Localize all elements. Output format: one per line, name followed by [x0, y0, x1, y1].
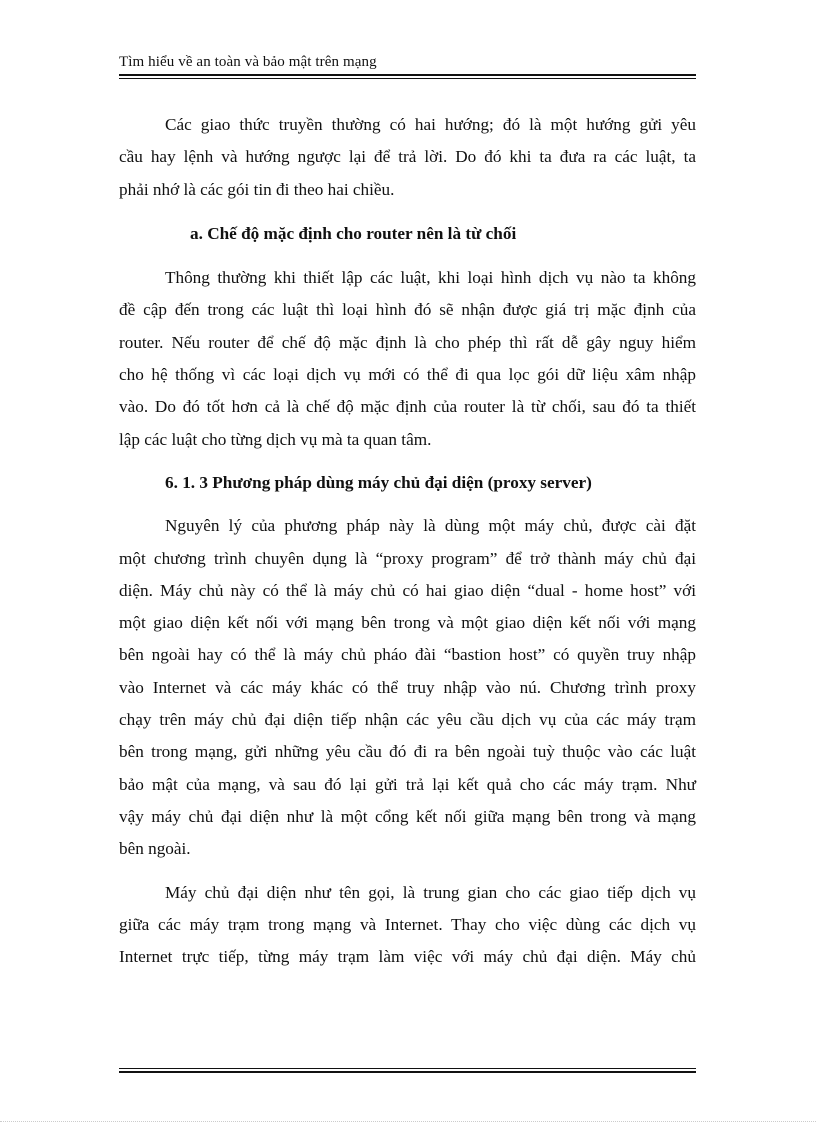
header-rule [119, 74, 696, 80]
text-line: vào Internet và các máy khác có thể truy nhập vào nú. Chương trình proxy [119, 677, 696, 697]
text-line: Nguyên lý của phương pháp này là dùng một máy chủ, được cài đặt [165, 516, 696, 536]
text-line: vào. Do đó tốt hơn cả là chế độ mặc định của router là từ chối, sau đó ta thiết [119, 397, 696, 417]
text-line: bên trong mạng, gửi những yêu cầu đó đi ra bên ngoài tuỳ thuộc vào các luật [119, 742, 696, 762]
page-header [119, 52, 696, 80]
document-body [119, 109, 696, 973]
text-line: Internet trực tiếp, từng máy trạm làm việc với máy chủ đại diện. Máy chủ [119, 947, 696, 967]
text-line: Thông thường khi thiết lập các luật, khi loại hình dịch vụ nào ta không [165, 268, 696, 288]
text-line: Các giao thức truyền thường có hai hướng; đó là một hướng gửi yêu [165, 115, 696, 134]
text-line: bảo mật của mạng, và sau đó lại gửi trả lại kết quả cho các máy trạm. Như [119, 774, 696, 794]
text-line: bên ngoài hay có thể là máy chủ pháo đài “bastion host” có quyền truy nhập [119, 645, 696, 665]
paragraph-proxy-principle [119, 510, 696, 865]
text-line: một chương trình chuyên dụng là “proxy program” để trở thành máy chủ đại [119, 548, 696, 568]
text-line: cho hệ thống vì các loại dịch vụ mới có thể đi qua lọc gói dữ liệu xâm nhập [119, 365, 696, 385]
header-title: Tìm hiểu về an toàn và bảo mật trên mạng [119, 54, 377, 70]
text-line: bên ngoài. [119, 839, 191, 859]
page-bottom-edge [0, 1121, 816, 1122]
footer-rule [119, 1068, 696, 1074]
text-line: router. Nếu router để chế độ mặc định là cho phép thì rất dễ gây nguy hiểm [119, 332, 696, 352]
text-line: đề cập đến trong các luật thì loại hình đó sẽ nhận được giá trị mặc định của [119, 300, 696, 320]
text-line: diện. Máy chủ này có thể là máy chủ có hai giao diện “dual - home host” với [119, 580, 696, 600]
paragraph-protocols [119, 109, 696, 206]
text-line: Máy chủ đại diện như tên gọi, là trung gian cho các giao tiếp dịch vụ [165, 882, 696, 902]
section-heading-a: a. Chế độ mặc định cho router nên là từ chối [190, 223, 517, 243]
section-heading-6-1-3: 6. 1. 3 Phương pháp dùng máy chủ đại diện (proxy server) [165, 472, 592, 492]
text-line: giữa các máy trạm trong mạng và Internet. Thay cho việc dùng các dịch vụ [119, 914, 696, 934]
text-line: chạy trên máy chủ đại diện tiếp nhận các yêu cầu dịch vụ của các máy trạm [119, 710, 696, 730]
text-line: một giao diện kết nối với mạng bên trong và một giao diện kết nối với mạng [119, 613, 696, 633]
text-line: vậy máy chủ đại diện như là một cổng kết nối giữa mạng bên trong và mạng [119, 806, 696, 826]
paragraph-default-deny [119, 262, 696, 456]
text-line: lập các luật cho từng dịch vụ mà ta quan tâm. [119, 429, 432, 449]
paragraph-proxy-intermediary [119, 877, 696, 974]
text-line: cầu hay lệnh và hướng ngược lại để trả lời. Do đó khi ta đưa ra các luật, ta [119, 147, 696, 167]
text-line: phải nhớ là các gói tin đi theo hai chiều. [119, 179, 395, 199]
